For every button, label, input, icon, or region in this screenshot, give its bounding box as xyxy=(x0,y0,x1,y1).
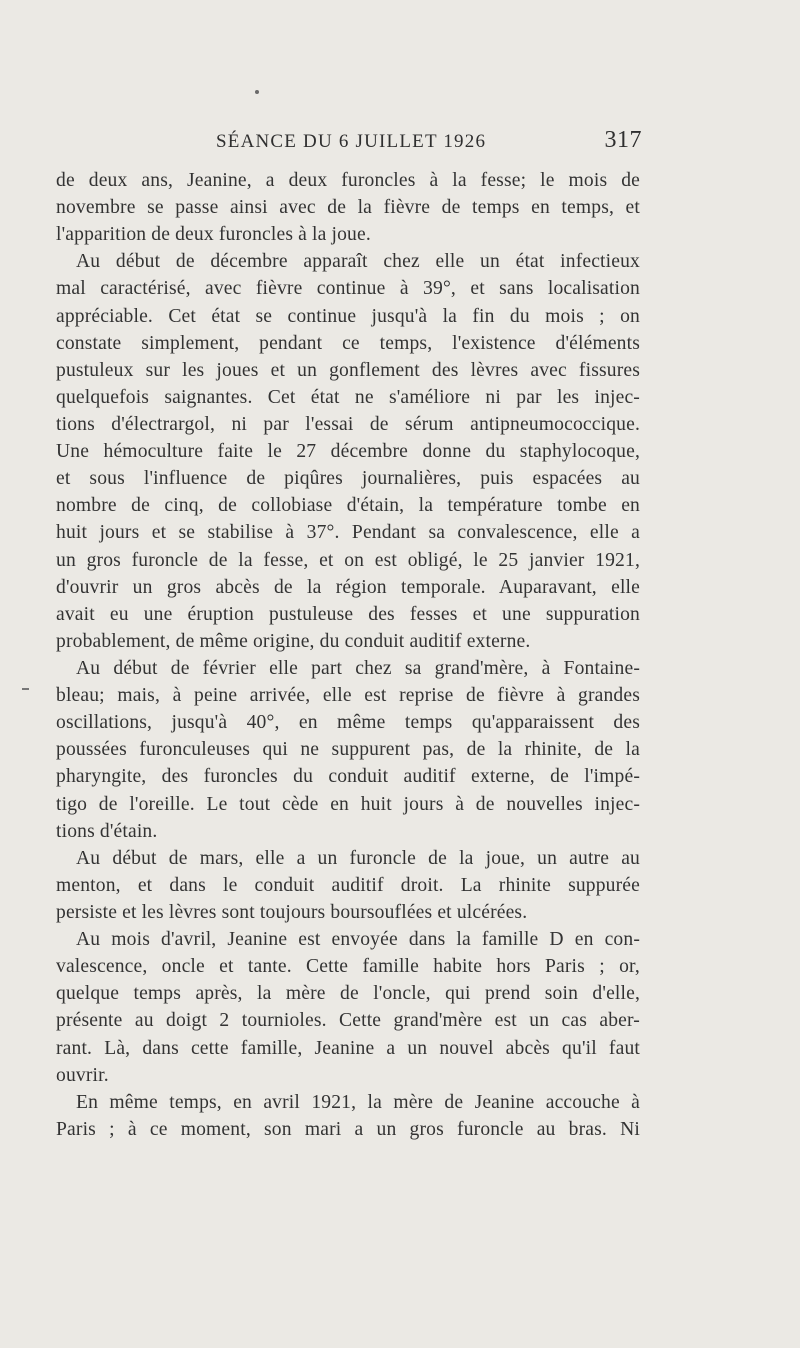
text-line: novembre se passe ainsi avec de la fièvre de temps en temps, et xyxy=(56,197,640,219)
text-line: un gros furoncle de la fesse, et on est obligé, le 25 janvier 1921, xyxy=(56,549,640,571)
text-line: rant. Là, dans cette famille, Jeanine a un nouvel abcès qu'il faut xyxy=(56,1037,640,1059)
text-line: ouvrir. xyxy=(56,1064,109,1086)
text-line: Au mois d'avril, Jeanine est envoyée dans la famille D en con- xyxy=(76,929,640,951)
text-line: avait eu une éruption pustuleuse des fesses et une suppuration xyxy=(56,603,640,625)
text-line: tigo de l'oreille. Le tout cède en huit jours à de nouvelles injec- xyxy=(56,793,640,815)
text-line: mal caractérisé, avec fièvre continue à 39°, et sans localisation xyxy=(56,278,640,300)
text-line: et sous l'influence de piqûres journalières, puis espacées au xyxy=(56,468,640,490)
text-line: persiste et les lèvres sont toujours boursouflées et ulcérées. xyxy=(56,901,528,923)
text-line: quelquefois saignantes. Cet état ne s'améliore ni par les injec- xyxy=(56,386,640,408)
text-line: quelque temps après, la mère de l'oncle, qui prend soin d'elle, xyxy=(56,983,640,1005)
text-line: nombre de cinq, de collobiase d'étain, la température tombe en xyxy=(56,495,640,517)
text-line: Une hémoculture faite le 27 décembre donne du staphylocoque, xyxy=(56,441,640,463)
ink-speck xyxy=(255,90,259,94)
text-line: Au début de décembre apparaît chez elle un état infectieux xyxy=(76,251,640,273)
text-line: pharyngite, des furoncles du conduit auditif externe, de l'impé- xyxy=(56,766,640,788)
body-text xyxy=(56,167,640,1143)
text-line: Au début de février elle part chez sa grand'mère, à Fontaine- xyxy=(76,657,640,679)
text-line: constate simplement, pendant ce temps, l'existence d'éléments xyxy=(56,332,640,354)
text-line: pustuleux sur les joues et un gonflement des lèvres avec fissures xyxy=(56,359,640,381)
running-head-title: SÉANCE DU 6 JUILLET 1926 xyxy=(216,131,487,152)
text-line: l'apparition de deux furoncles à la joue. xyxy=(56,224,371,246)
text-line: présente au doigt 2 tournioles. Cette grand'mère est un cas aber- xyxy=(56,1010,640,1032)
text-line: de deux ans, Jeanine, a deux furoncles à la fesse; le mois de xyxy=(56,170,640,191)
text-line: oscillations, jusqu'à 40°, en même temps qu'apparaissent des xyxy=(56,712,640,734)
text-line: valescence, oncle et tante. Cette famille habite hors Paris ; or, xyxy=(56,956,640,978)
margin-mark xyxy=(22,688,29,690)
text-line: poussées furonculeuses qui ne suppurent pas, de la rhinite, de la xyxy=(56,739,640,761)
text-line: d'ouvrir un gros abcès de la région temporale. Auparavant, elle xyxy=(56,576,640,598)
text-line: huit jours et se stabilise à 37°. Pendant sa convalescence, elle a xyxy=(56,522,640,544)
text-line: tions d'étain. xyxy=(56,820,158,842)
text-line: appréciable. Cet état se continue jusqu'à la fin du mois ; on xyxy=(56,305,640,327)
text-line: probablement, de même origine, du conduit auditif externe. xyxy=(56,630,531,652)
text-line: tions d'électrargol, ni par l'essai de sérum antipneumococcique. xyxy=(56,413,640,435)
text-line: Paris ; à ce moment, son mari a un gros furoncle au bras. Ni xyxy=(56,1118,640,1140)
text-line: Au début de mars, elle a un furoncle de la joue, un autre au xyxy=(76,847,640,869)
text-line: bleau; mais, à peine arrivée, elle est reprise de fièvre à grandes xyxy=(56,685,640,707)
text-line: En même temps, en avril 1921, la mère de Jeanine accouche à xyxy=(76,1091,640,1113)
text-line: menton, et dans le conduit auditif droit. La rhinite suppurée xyxy=(56,874,640,896)
page-number: 317 xyxy=(604,127,642,153)
running-head xyxy=(216,127,642,157)
